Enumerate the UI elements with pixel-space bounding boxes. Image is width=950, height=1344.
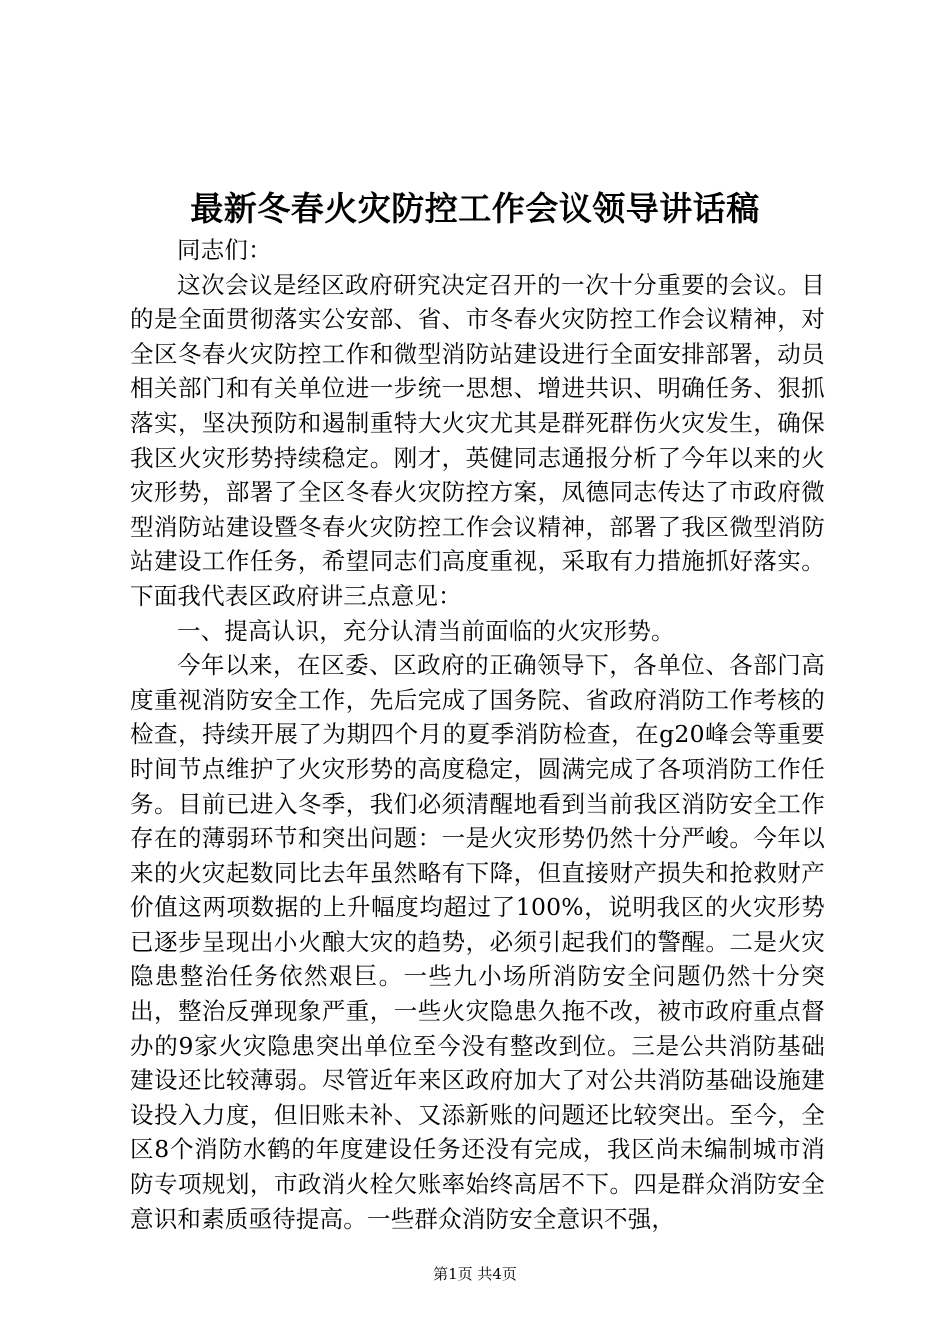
body-paragraph: 今年以来，在区委、区政府的正确领导下，各单位、各部门高度重视消防安全工作，先后完成了国务院、省政府消防工作考核的检查，持续开展了为期四个月的夏季消防检查，在g20峰会等重要时间节点维护了火灾形势的高度稳定，圆满完成了各项消防工作任务。目前已进入冬季，我们必须清醒地看到当前我区消防安全工作存在的薄弱环节和突出问题：一是火灾形势仍然十分严峻。今年以来的火灾起数同比去年虽然略有下降，但直接财产损失和抢救财产价值这两项数据的上升幅度均超过了100%，说明我区的火灾形势已逐步呈现出小火酿大灾的趋势，必须引起我们的警醒。二是火灾隐患整治任务依然艰巨。一些九小场所消防安全问题仍然十分突出，整治反弹现象严重，一些火灾隐患久拖不改，被市政府重点督办的9家火灾隐患突出单位至今没有整改到位。三是公共消防基础建设还比较薄弱。尽管近年来区政府加大了对公共消防基础设施建设投入力度，但旧账未补、又添新账的问题还比较突出。至今，全区8个消防水鹤的年度建设任务还没有完成，我区尚未编制城市消防专项规划，市政消火栓欠账率始终高居不下。四是群众消防安全意识和素质亟待提高。一些群众消防安全意识不强， — [130, 651, 825, 1233]
document-title: 最新冬春火灾防控工作会议领导讲话稿 — [190, 189, 760, 228]
section-heading: 一、提高认识，充分认清当前面临的火灾形势。 — [177, 616, 675, 645]
document-body — [130, 233, 825, 1236]
page-number-footer: 第1页 共4页 — [433, 1265, 517, 1283]
intro-paragraph: 这次会议是经区政府研究决定召开的一次十分重要的会议。目的是全面贯彻落实公安部、省、市冬春火灾防控工作会议精神，对全区冬春火灾防控工作和微型消防站建设进行全面安排部署，动员相关部门和有关单位进一步统一思想、增进共识、明确任务、狠抓落实，坚决预防和遏制重特大火灾尤其是群死群伤火灾发生，确保我区火灾形势持续稳定。刚才，英健同志通报分析了今年以来的火灾形势，部署了全区冬春火灾防控方案，凤德同志传达了市政府微型消防站建设暨冬春火灾防控工作会议精神，部署了我区微型消防站建设工作任务，希望同志们高度重视，采取有力措施抓好落实。下面我代表区政府讲三点意见： — [130, 270, 825, 610]
greeting-paragraph: 同志们： — [177, 236, 272, 264]
